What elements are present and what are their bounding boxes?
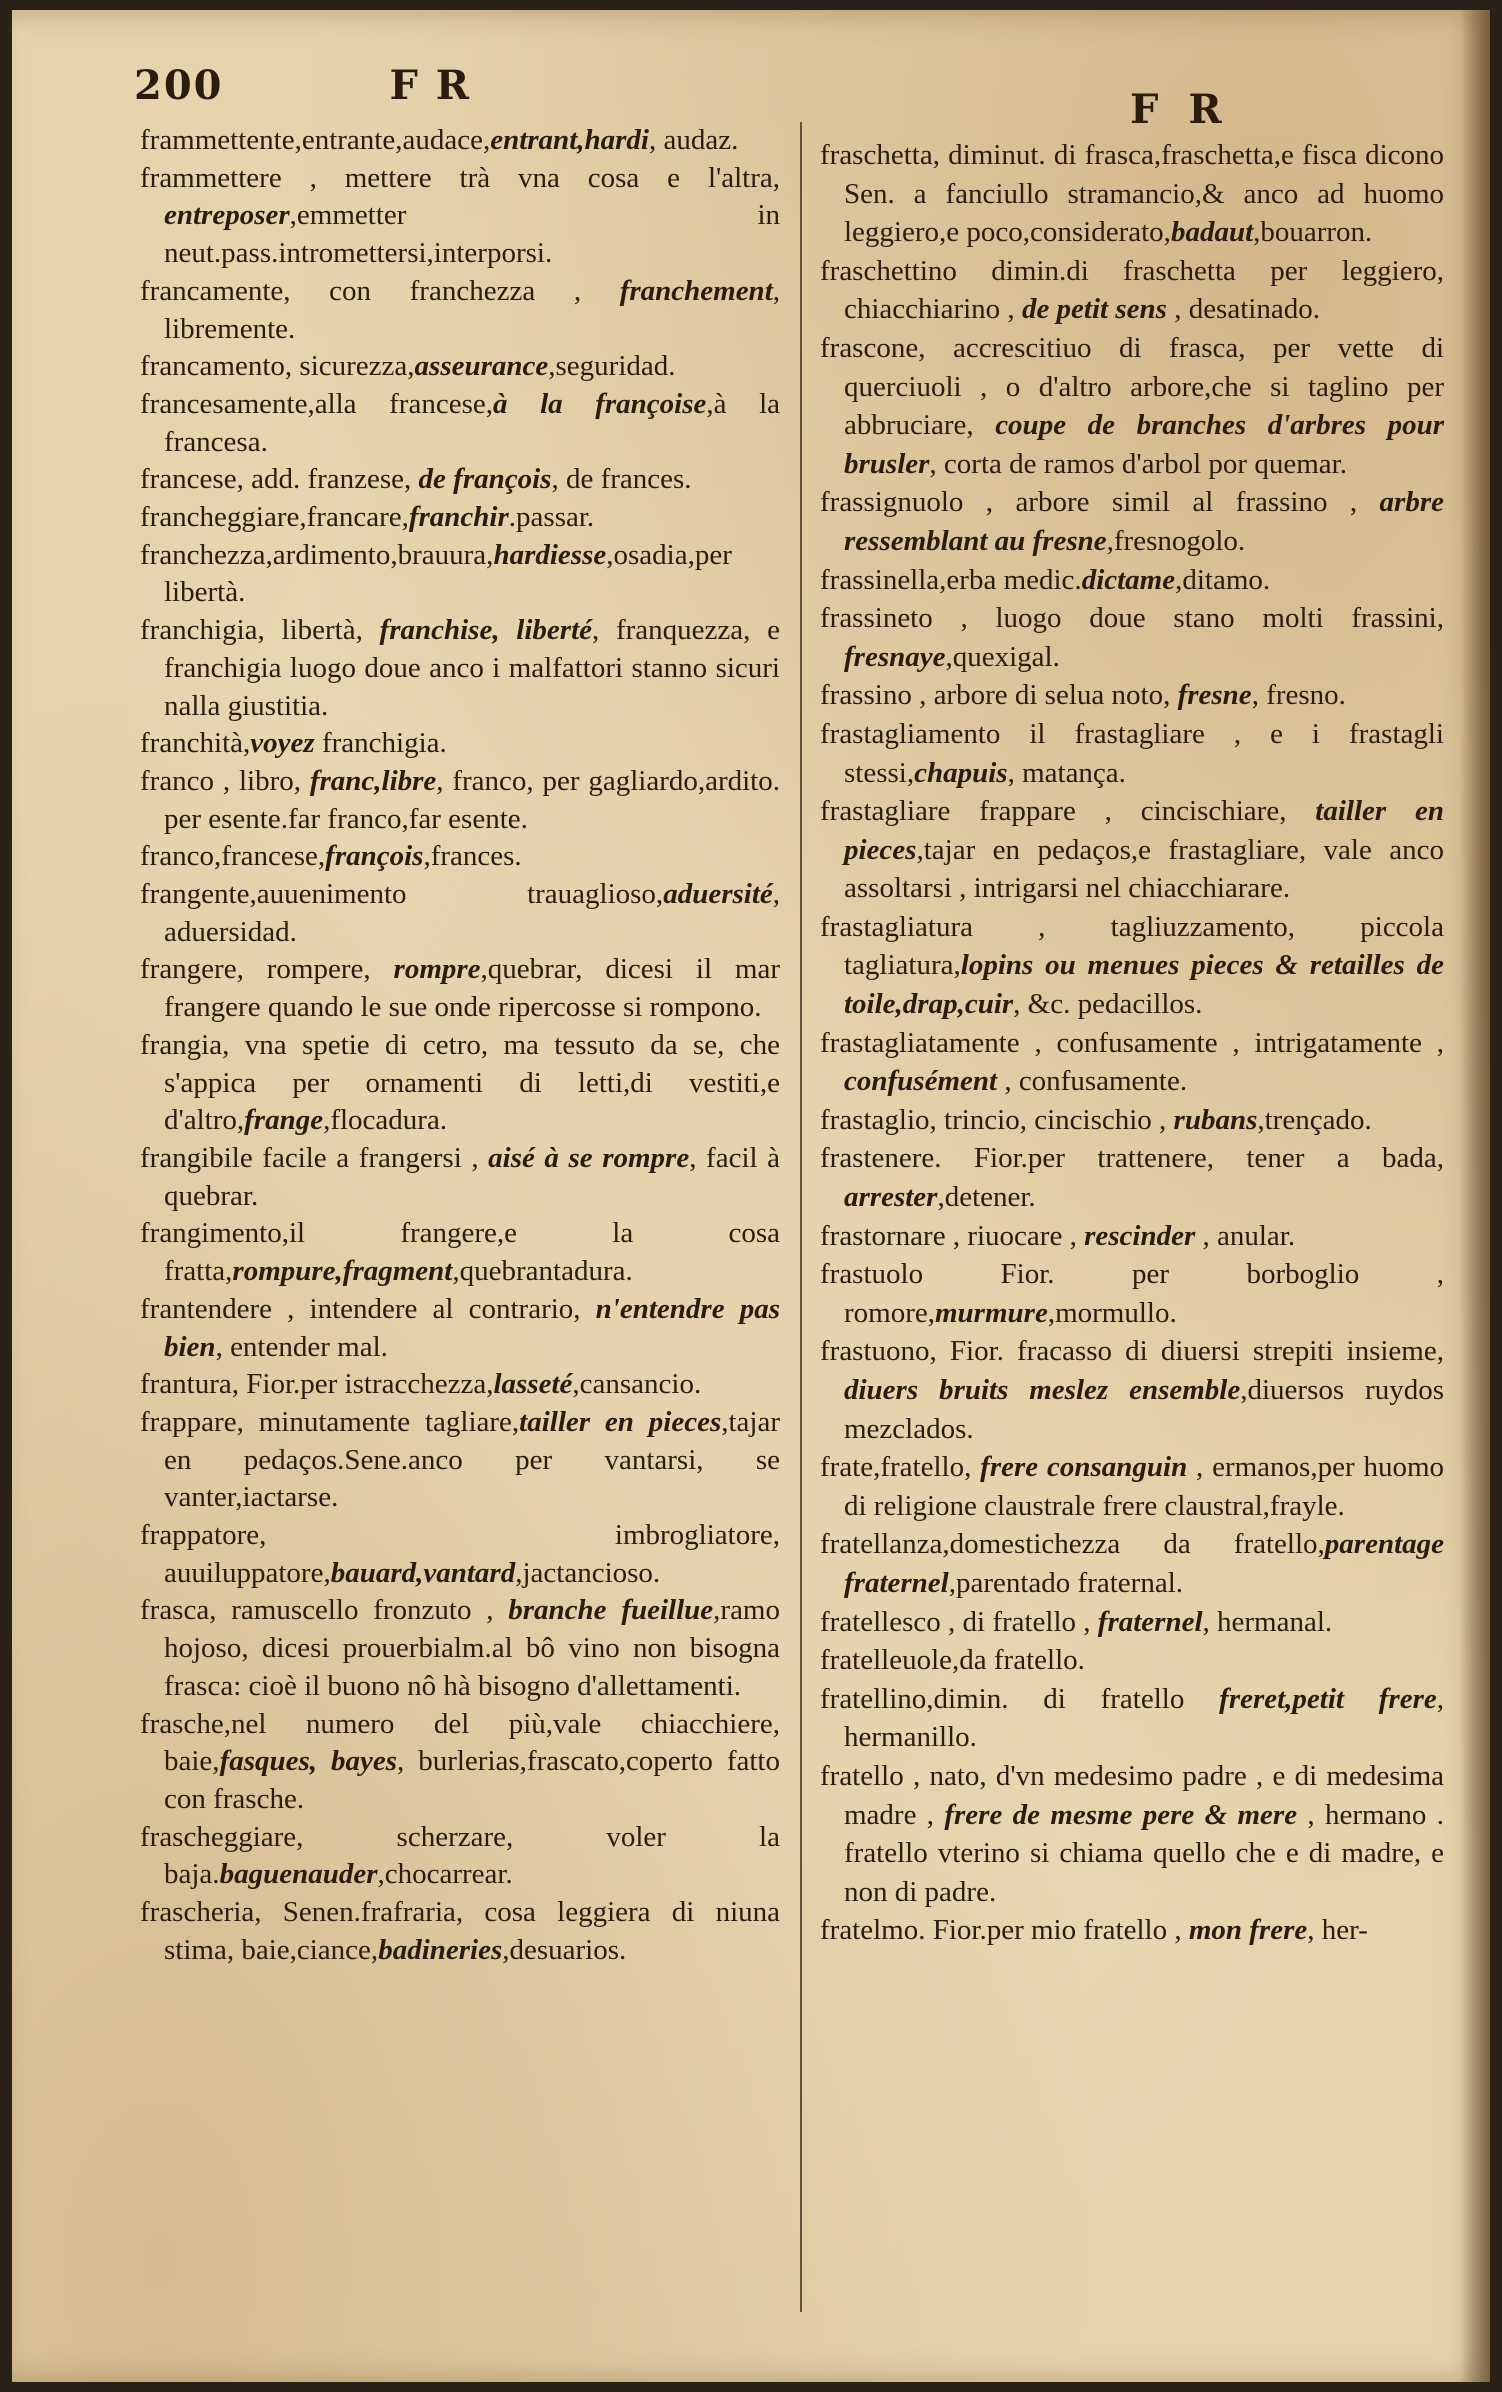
dictionary-entry <box>820 1680 1444 1757</box>
entry-french: entrant,hardi <box>490 124 649 156</box>
entry-spanish: ,ditamo. <box>1175 563 1271 596</box>
entry-french: freret,petit frere <box>1219 1682 1437 1715</box>
dictionary-entry <box>140 1706 780 1819</box>
entry-french: baguenauder <box>219 1858 378 1891</box>
entry-italian: frastagliare frappare , cincischiare, <box>820 795 1316 828</box>
entry-spanish: ,desuarios. <box>502 1933 627 1966</box>
entry-italian: frammettere , mettere trà vna cosa e l'altra, <box>140 161 780 194</box>
entry-italian: fratelmo. Fior.per mio fratello , <box>820 1914 1189 1947</box>
dictionary-entry <box>140 1404 780 1517</box>
entry-italian: frascheggiare, scherzare, voler la baja. <box>140 1820 780 1891</box>
entry-italian: franchigia, libertà, <box>140 614 380 647</box>
entry-italian: frastaglio, trincio, cincischio , <box>820 1103 1174 1136</box>
entry-spanish: ,fresnogolo. <box>1106 524 1246 557</box>
dictionary-entry <box>140 838 780 876</box>
dictionary-entry <box>140 1027 780 1140</box>
entry-french: de petit sens <box>1021 293 1167 326</box>
entry-italian: frappare, minutamente tagliare, <box>140 1405 520 1438</box>
entry-italian: frastagliamento il frastagliare , e i frastagli stessi, <box>820 717 1444 789</box>
entry-italian: franco,francese, <box>140 840 326 873</box>
entry-italian: frassino , arbore di selua noto, <box>820 679 1178 712</box>
entry-spanish: ,trençado. <box>1257 1103 1372 1136</box>
entry-italian: frassinella,erba medic. <box>820 563 1082 596</box>
dictionary-entry <box>820 252 1444 329</box>
entry-french: rompre <box>393 953 481 986</box>
dictionary-entry <box>820 908 1444 1024</box>
dictionary-entry <box>820 1911 1444 1950</box>
entry-french: mon frere <box>1188 1914 1308 1947</box>
dictionary-entry <box>140 273 780 348</box>
entry-italian: frastagliatura , tagliuzzamento, piccola tagliatura, <box>820 910 1444 982</box>
entry-spanish: , hermano . fratello vterino si chiama quello che e di madre, e non di padre. <box>844 1798 1444 1908</box>
dictionary-entry <box>140 1366 780 1404</box>
entry-italian: frascone, accrescitiuo di frasca, per vette di querciuoli , o d'altro arbore,che si taglino per abbruciare, <box>820 331 1444 442</box>
entry-italian: francese, add. franzese, <box>140 463 419 496</box>
entry-italian: frastuono, Fior. fracasso di diuersi strepiti insieme, <box>820 1335 1444 1368</box>
entry-spanish: ,flocadura. <box>323 1104 448 1137</box>
entry-french: asseurance <box>414 350 549 383</box>
entry-spanish: ,seguridad. <box>548 350 676 383</box>
entry-italian: frangimento,il frangere,e la cosa fratta, <box>140 1217 780 1288</box>
entry-spanish: , franco, per gagliardo,ardito. per esente.far franco,far esente. <box>164 764 780 835</box>
entry-italian: frastuolo Fior. per borboglio , romore, <box>820 1258 1444 1329</box>
entry-french: aduersité <box>663 878 773 911</box>
entry-spanish: ,emmetter in neut.pass.intromettersi,interporsi. <box>164 199 780 270</box>
entry-french: fresne <box>1177 679 1252 712</box>
dictionary-entry <box>820 329 1444 483</box>
dictionary-entry <box>140 1894 780 1969</box>
dictionary-entry <box>820 676 1444 715</box>
entry-french: frange <box>244 1104 324 1137</box>
entry-french: n'entendre pas bien <box>164 1292 780 1363</box>
entry-french: badaut <box>1170 216 1254 249</box>
entry-spanish: , anular. <box>1195 1219 1296 1252</box>
dictionary-entry <box>140 1819 780 1894</box>
entry-french: franchement <box>619 274 773 307</box>
entry-spanish: ,tajar en pedaços,e frastagliare, vale anco assoltarsi , intrigarsi nel chiacchiarare. <box>844 833 1444 905</box>
entry-italian: frastornare , riuocare , <box>820 1219 1085 1252</box>
entry-italian: francamente, con franchezza , <box>140 274 620 307</box>
entry-french: entreposer <box>164 199 290 232</box>
dictionary-entry <box>140 537 780 612</box>
entry-italian: frangibile facile a frangersi , <box>140 1141 489 1174</box>
entry-italian: fraschettino dimin.di fraschetta per leggiero, chiacchiarino , <box>820 254 1444 326</box>
entry-french: badineries <box>378 1933 503 1966</box>
entry-italian: frastagliatamente , confusamente , intrigatamente , <box>820 1026 1444 1059</box>
entry-spanish: ,bouarron. <box>1253 216 1373 249</box>
dictionary-entry <box>820 1024 1444 1101</box>
entry-spanish: ,chocarrear. <box>377 1858 513 1891</box>
dictionary-entry <box>140 1291 780 1366</box>
entry-spanish: , burlerias,frascato,coperto fatto con frasche. <box>164 1745 780 1815</box>
entry-french: fresnaye <box>844 640 946 673</box>
entry-french: branche fueillue <box>508 1594 714 1627</box>
dictionary-entry <box>820 715 1444 792</box>
entry-french: de françois <box>418 463 552 496</box>
entry-french: rompure,fragment <box>232 1255 453 1288</box>
entry-spanish: , her- <box>1307 1914 1368 1947</box>
entry-spanish: , facil à quebrar. <box>164 1141 780 1212</box>
dictionary-entry <box>820 561 1444 600</box>
entry-spanish: ,parentado fraternal. <box>948 1566 1183 1599</box>
entry-spanish: ,osadia,per libertà. <box>164 538 732 609</box>
entry-italian: francesamente,alla francese, <box>140 387 493 420</box>
dictionary-entry <box>140 160 780 273</box>
dictionary-entry <box>140 1592 780 1705</box>
dictionary-entry <box>140 348 780 386</box>
entry-french: confusément <box>844 1065 998 1098</box>
dictionary-entry <box>140 763 780 838</box>
entry-french: murmure <box>935 1296 1048 1329</box>
entry-spanish: , fresno. <box>1251 679 1346 712</box>
dictionary-entry <box>820 1525 1444 1602</box>
entry-italian: fratello , nato, d'vn medesimo padre , e di medesima madre , <box>820 1759 1444 1831</box>
entry-spanish: ,ramo hojoso, dicesi prouerbialm.al bô vino non bisogna frasca: cioè il buono nô hà bisogno d'allettamenti. <box>164 1594 780 1702</box>
entry-italian: francheggiare,francare, <box>140 501 409 534</box>
entry-italian: frantura, Fior.per istracchezza, <box>140 1368 494 1401</box>
entry-italian: frate,fratello, <box>820 1451 981 1484</box>
entry-french: lopins ou menues pieces & retailles de toile,drap,cuir <box>844 949 1444 1021</box>
entry-italian: fratelleuole,da fratello. <box>820 1644 1085 1677</box>
entry-spanish: .passar. <box>508 501 595 534</box>
entry-italian: franco , libro, <box>140 764 310 797</box>
dictionary-entry <box>140 499 780 537</box>
entry-french: arrester <box>844 1181 938 1214</box>
entry-italian: frammettente,entrante,audace, <box>140 124 491 156</box>
dictionary-entry <box>820 1332 1444 1448</box>
entry-italian: fratellino,dimin. di fratello <box>820 1682 1220 1715</box>
page-number: 200 <box>134 62 224 109</box>
right-column <box>820 136 1444 1950</box>
dictionary-entry <box>140 876 780 951</box>
entry-spanish: , matança. <box>1007 756 1126 789</box>
entry-french: à la françoise <box>492 387 707 420</box>
entry-french: aisé à se rompre <box>488 1141 690 1174</box>
entry-french: françois <box>325 840 424 873</box>
entry-spanish: , ermanos,per huomo di religione claustrale frere claustral,frayle. <box>844 1451 1444 1522</box>
entry-spanish: ,mormullo. <box>1047 1296 1177 1329</box>
entry-french: lasseté <box>493 1368 573 1401</box>
page-edge-shadow <box>1460 10 1490 2382</box>
entry-french: dictame <box>1081 563 1176 596</box>
entry-french: arbre ressemblant au fresne <box>844 486 1444 557</box>
entry-french: tailler en pieces <box>519 1405 722 1438</box>
entry-italian: frasca, ramuscello fronzuto , <box>140 1594 509 1627</box>
dictionary-entry <box>820 1448 1444 1525</box>
entry-french: parentage fraternel <box>844 1528 1444 1599</box>
entry-italian: frastenere. Fior.per trattenere, tener a bada, <box>820 1142 1444 1175</box>
dictionary-entry <box>820 1641 1444 1680</box>
dictionary-entry <box>140 386 780 461</box>
entry-spanish: ,quexigal. <box>945 640 1060 673</box>
entry-italian: frascheria, Senen.frafraria, cosa leggiera di niuna stima, baie,ciance, <box>140 1896 780 1966</box>
entry-spanish: , confusamente. <box>997 1065 1188 1098</box>
entry-italian: franchezza,ardimento,brauura, <box>140 538 494 571</box>
entry-italian: frappatore, imbrogliatore, auuiluppatore, <box>140 1519 780 1589</box>
entry-french: diuers bruits meslez ensemble <box>844 1374 1241 1406</box>
dictionary-entry <box>820 1139 1444 1216</box>
entry-spanish: ,quebrantadura. <box>452 1255 633 1288</box>
column-divider <box>800 122 802 2312</box>
entry-french: chapuis <box>914 756 1008 789</box>
dictionary-entry <box>140 725 780 763</box>
entry-spanish: , audaz. <box>648 124 739 156</box>
entry-italian: frassignuolo , arbore simil al frassino , <box>820 486 1380 519</box>
entry-italian: francamento, sicurezza, <box>140 350 415 383</box>
entry-spanish: ,cansancio. <box>572 1368 702 1401</box>
dictionary-entry <box>820 1757 1444 1911</box>
entry-spanish: , hermanal. <box>1202 1605 1333 1638</box>
entry-french: franchir <box>408 501 509 534</box>
entry-french: tailler en pieces <box>844 795 1444 866</box>
entry-spanish: ,diuersos ruydos mezclados. <box>844 1374 1444 1445</box>
entry-french: frere consanguin <box>980 1451 1188 1484</box>
entry-spanish: franchigia. <box>314 727 447 760</box>
entry-italian: frasche,nel numero del più,vale chiacchiere, baie, <box>140 1707 780 1778</box>
entry-french: franc,libre <box>309 764 437 797</box>
entry-italian: frantendere , intendere al contrario, <box>140 1292 596 1325</box>
dictionary-entry <box>140 1215 780 1290</box>
entry-french: hardiesse <box>493 538 607 571</box>
entry-french: fraternel <box>1097 1605 1203 1638</box>
entry-spanish: , aduersidad. <box>164 878 780 948</box>
entry-french: rescinder <box>1084 1219 1196 1252</box>
dictionary-entry <box>140 461 780 499</box>
running-head-left: F R <box>389 62 472 109</box>
entry-spanish: , &c. pedacillos. <box>1013 988 1203 1021</box>
entry-spanish: ,quebrar, dicesi il mar frangere quando le sue onde ripercosse si rompono. <box>164 953 780 1024</box>
entry-italian: frangere, rompere, <box>140 953 394 986</box>
running-head-right: F R <box>1130 86 1230 133</box>
entry-french: bauard,vantard <box>330 1556 516 1589</box>
entry-spanish: ,tajar en pedaços.Sene.anco per vantarsi, se vanter,iactarse. <box>164 1405 781 1514</box>
dictionary-entry <box>140 951 780 1026</box>
entry-italian: fratellanza,domestichezza da fratello, <box>820 1528 1325 1561</box>
entry-french: fasques, bayes <box>219 1745 398 1778</box>
dictionary-entry <box>140 1140 780 1215</box>
entry-french: frere de mesme pere & mere <box>944 1798 1298 1831</box>
entry-italian: fraschetta, diminut. di frasca,fraschetta,e fisca dicono Sen. a fanciullo stramancio,& anco ad huomo leggiero,e poco,considerato, <box>820 139 1444 249</box>
dictionary-entry <box>140 1517 780 1592</box>
dictionary-entry <box>820 792 1444 908</box>
entry-italian: frangente,auuenimento trauaglioso, <box>140 878 664 911</box>
entry-spanish: , desatinado. <box>1166 293 1320 326</box>
book-page <box>12 10 1490 2382</box>
entry-french: voyez <box>250 727 315 760</box>
entry-spanish: ,detener. <box>937 1181 1036 1214</box>
entry-italian: franchità, <box>140 727 251 760</box>
entry-spanish: ,jactancioso. <box>515 1556 661 1589</box>
entry-spanish: , libremente. <box>164 274 780 345</box>
dictionary-entry <box>820 483 1444 560</box>
entry-spanish: , franquezza, e franchigia luogo doue anco i malfattori stanno sicuri nalla giustitia. <box>164 614 780 722</box>
entry-italian: frassineto , luogo doue stano molti frassini, <box>820 602 1444 635</box>
entry-spanish: , hermanillo. <box>844 1682 1445 1754</box>
entry-spanish: ,frances. <box>423 840 522 873</box>
entry-italian: frangia, vna spetie di cetro, ma tessuto da se, che s'appica per ornamenti di letti,di vestiti,e d'altro, <box>140 1028 780 1137</box>
entry-spanish: , de frances. <box>551 463 692 496</box>
entry-french: coupe de branches d'arbres pour brusler <box>844 409 1445 480</box>
left-column <box>140 122 780 1969</box>
entry-spanish: ,à la francesa. <box>164 387 781 458</box>
dictionary-entry <box>820 1603 1444 1642</box>
dictionary-entry <box>140 612 780 725</box>
entry-french: rubans <box>1173 1103 1258 1136</box>
entry-italian: fratellesco , di fratello , <box>820 1605 1098 1638</box>
dictionary-entry <box>820 1217 1444 1256</box>
entry-spanish: , corta de ramos d'arbol por quemar. <box>929 447 1347 480</box>
entry-french: franchise, liberté <box>379 614 592 647</box>
page-header-left <box>134 62 794 109</box>
dictionary-entry <box>820 136 1444 252</box>
dictionary-entry <box>140 122 780 160</box>
dictionary-entry <box>820 599 1444 676</box>
dictionary-entry <box>820 1101 1444 1140</box>
dictionary-entry <box>820 1255 1444 1332</box>
entry-spanish: , entender mal. <box>215 1330 388 1363</box>
